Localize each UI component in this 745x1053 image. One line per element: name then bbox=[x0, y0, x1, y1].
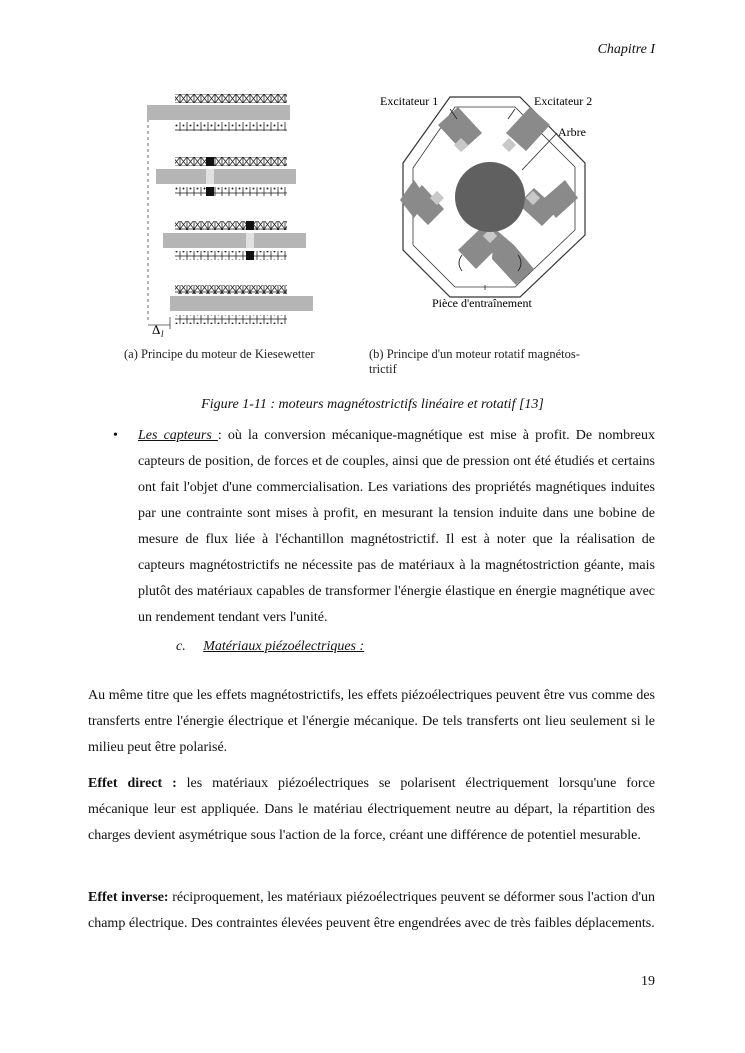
page-number: 19 bbox=[641, 974, 655, 989]
delta-label: Δ bbox=[152, 322, 161, 337]
paragraph-inverse-effect bbox=[88, 885, 655, 937]
bullet-marker: • bbox=[113, 428, 118, 443]
subcaption-a: (a) Principe du moteur de Kiesewetter bbox=[124, 347, 315, 361]
label-drive-piece: Pièce d'entraînement bbox=[432, 296, 532, 310]
subsection-heading bbox=[176, 639, 364, 655]
figure-drawing bbox=[110, 85, 640, 385]
inverse-effect-term: Effet inverse: bbox=[88, 890, 169, 905]
bullet-sensors-term: Les capteurs bbox=[138, 428, 218, 443]
subsection-title: Matériaux piézoélectriques : bbox=[203, 639, 365, 654]
bullet-sensors-text bbox=[138, 423, 655, 631]
direct-effect-term: Effet direct : bbox=[88, 776, 177, 791]
label-exciter-1: Excitateur 1 bbox=[380, 94, 439, 108]
figure-caption: Figure 1-11 : moteurs magnétostrictifs linéaire et rotatif [13] bbox=[201, 397, 544, 412]
delta-subscript: l bbox=[161, 329, 164, 339]
subsection-letter: c. bbox=[176, 639, 186, 654]
label-shaft: Arbre bbox=[558, 125, 586, 139]
inverse-effect-text: réciproquement, les matériaux piézoélectriques peuvent se déformer sous l'action d'un champ électrique. Des contraintes élevées peuvent être engendrées avec de très faibles déplacements. bbox=[88, 890, 655, 931]
paragraph-direct-effect bbox=[88, 771, 655, 849]
diagram-a-linear-motor bbox=[147, 94, 313, 339]
figure-1-11 bbox=[110, 85, 640, 385]
label-exciter-2: Excitateur 2 bbox=[534, 94, 593, 108]
direct-effect-text: les matériaux piézoélectriques se polarisent électriquement lorsqu'une force mécanique leur est appliquée. Dans le matériau électriquement neutre au départ, la répartition des charges devient asymétrique sous l'action de la force, créant une différence de potentiel mesurable. bbox=[88, 776, 656, 843]
subcaption-b-line2: trictif bbox=[369, 362, 397, 376]
paragraph-intro: Au même titre que les effets magnétostrictifs, les effets piézoélectriques peuvent être vus comme des transferts entre l'énergie électrique et l'énergie mécanique. De tels transferts ont lieu seulement si le milieu peut être polarisé. bbox=[88, 688, 655, 755]
bullet-sensors-body: : où la conversion mécanique-magnétique est mise à profit. De nombreux capteurs de position, de forces et de couples, ainsi que de pression ont été étudiés et certains ont fait l'objet d'une commercialisation. Les variations des propriétés magnétiques induites par une contrainte sont mises à profit, en mesurant la tension induite dans une bobine de mesure de flux liée à l'échantillon magnétostrictif. Il est à noter que la réalisation de capteurs magnétostrictifs ne nécessite pas de matériaux à la magnétostriction géante, mais plutôt des matériaux capables de transformer l'énergie élastique en énergie magnétique avec un rendement tendant vers l'unité. bbox=[138, 428, 655, 625]
diagram-b-rotary-motor bbox=[380, 94, 592, 310]
chapter-header: Chapitre I bbox=[597, 42, 655, 57]
subcaption-b-line1: (b) Principe d'un moteur rotatif magnétos- bbox=[369, 347, 580, 361]
